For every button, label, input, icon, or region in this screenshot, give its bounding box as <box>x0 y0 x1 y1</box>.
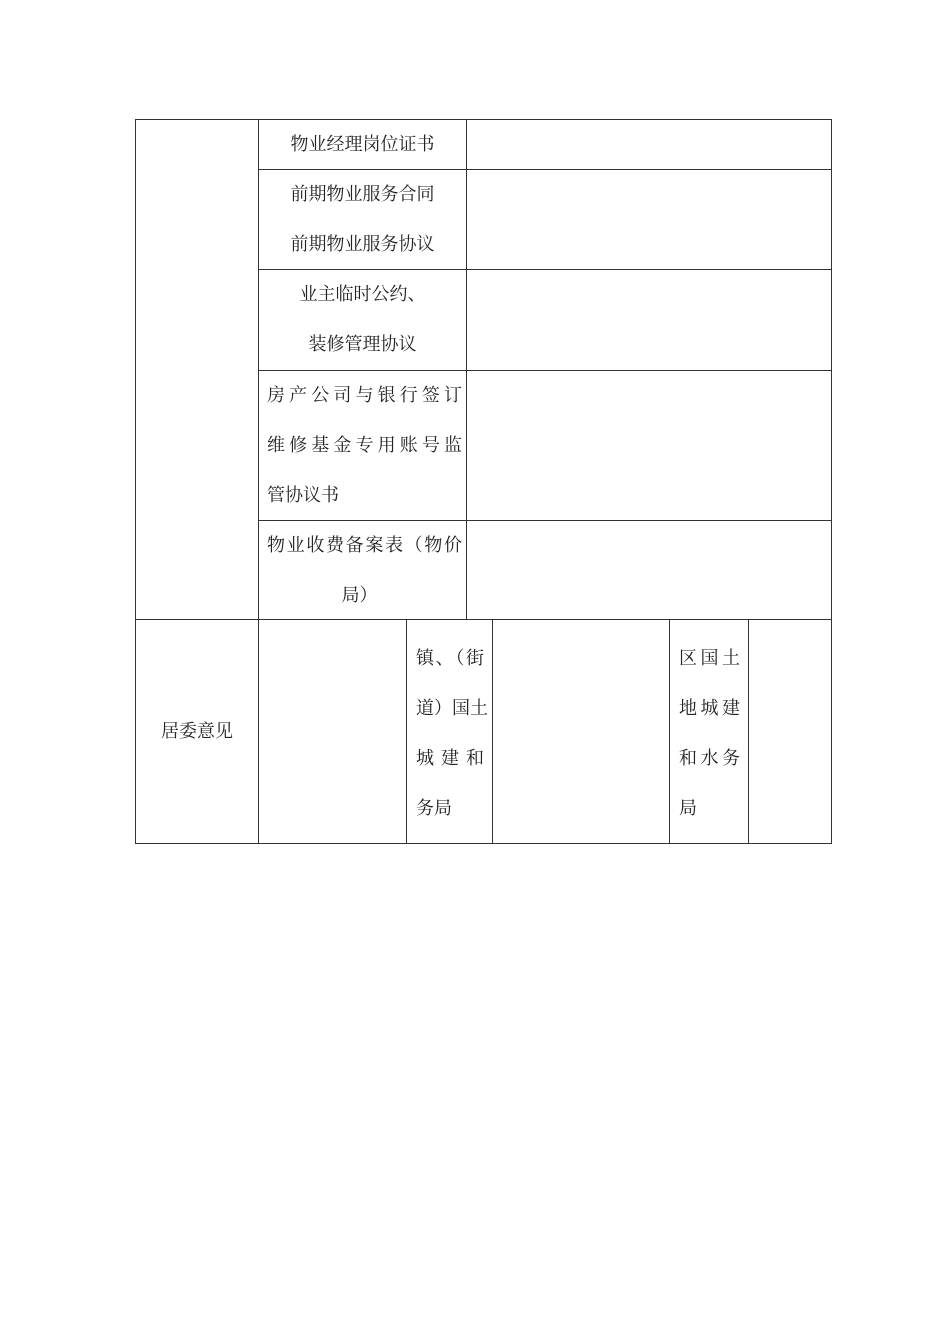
district-bureau-line: 局 <box>679 798 697 819</box>
town-bureau-label-cell <box>406 619 493 844</box>
doc-name-line: 房产公司与银行签订 <box>267 385 462 406</box>
doc-value-cell-5 <box>466 520 832 620</box>
doc-value-cell-1 <box>466 119 832 170</box>
town-bureau-line: 镇、（街 <box>416 647 484 669</box>
doc-name-cell-1 <box>258 119 467 170</box>
committee-opinion-value-cell <box>258 619 407 844</box>
district-bureau-line: 地城建 <box>679 698 740 719</box>
district-bureau-label-cell <box>669 619 749 844</box>
town-bureau-value-cell <box>492 619 670 844</box>
town-bureau-line: 务局 <box>416 797 452 819</box>
district-bureau-line: 区国土 <box>679 648 740 669</box>
doc-name-cell-2 <box>258 169 467 270</box>
doc-name-cell-5 <box>258 520 467 620</box>
doc-value-cell-3 <box>466 269 832 371</box>
district-bureau-value-cell <box>748 619 832 844</box>
committee-opinion-label-cell <box>135 619 259 844</box>
doc-name-line: 业主临时公约、 <box>299 284 426 305</box>
district-bureau-line: 和水务 <box>679 748 740 769</box>
town-bureau-line: 城 建 和 <box>416 747 484 769</box>
doc-name-line: 物业收费备案表（物价 <box>267 535 462 556</box>
doc-name-line: 前期物业服务合同 <box>290 184 435 205</box>
committee-opinion-label: 居委意见 <box>161 720 233 742</box>
doc-value-cell-4 <box>466 370 832 521</box>
merged-left-cell <box>135 119 259 620</box>
town-bureau-line: 道）国土 <box>416 697 488 719</box>
doc-value-cell-2 <box>466 169 832 270</box>
doc-name-cell-3 <box>258 269 467 371</box>
doc-name-line: 局） <box>341 585 378 606</box>
doc-name-line: 物业经理岗位证书 <box>290 134 435 155</box>
doc-name-line: 维修基金专用账号监 <box>267 435 462 456</box>
doc-name-cell-4 <box>258 370 467 521</box>
doc-name-line: 装修管理协议 <box>308 334 417 355</box>
doc-name-line: 前期物业服务协议 <box>290 234 435 255</box>
doc-name-line: 管协议书 <box>267 485 339 506</box>
